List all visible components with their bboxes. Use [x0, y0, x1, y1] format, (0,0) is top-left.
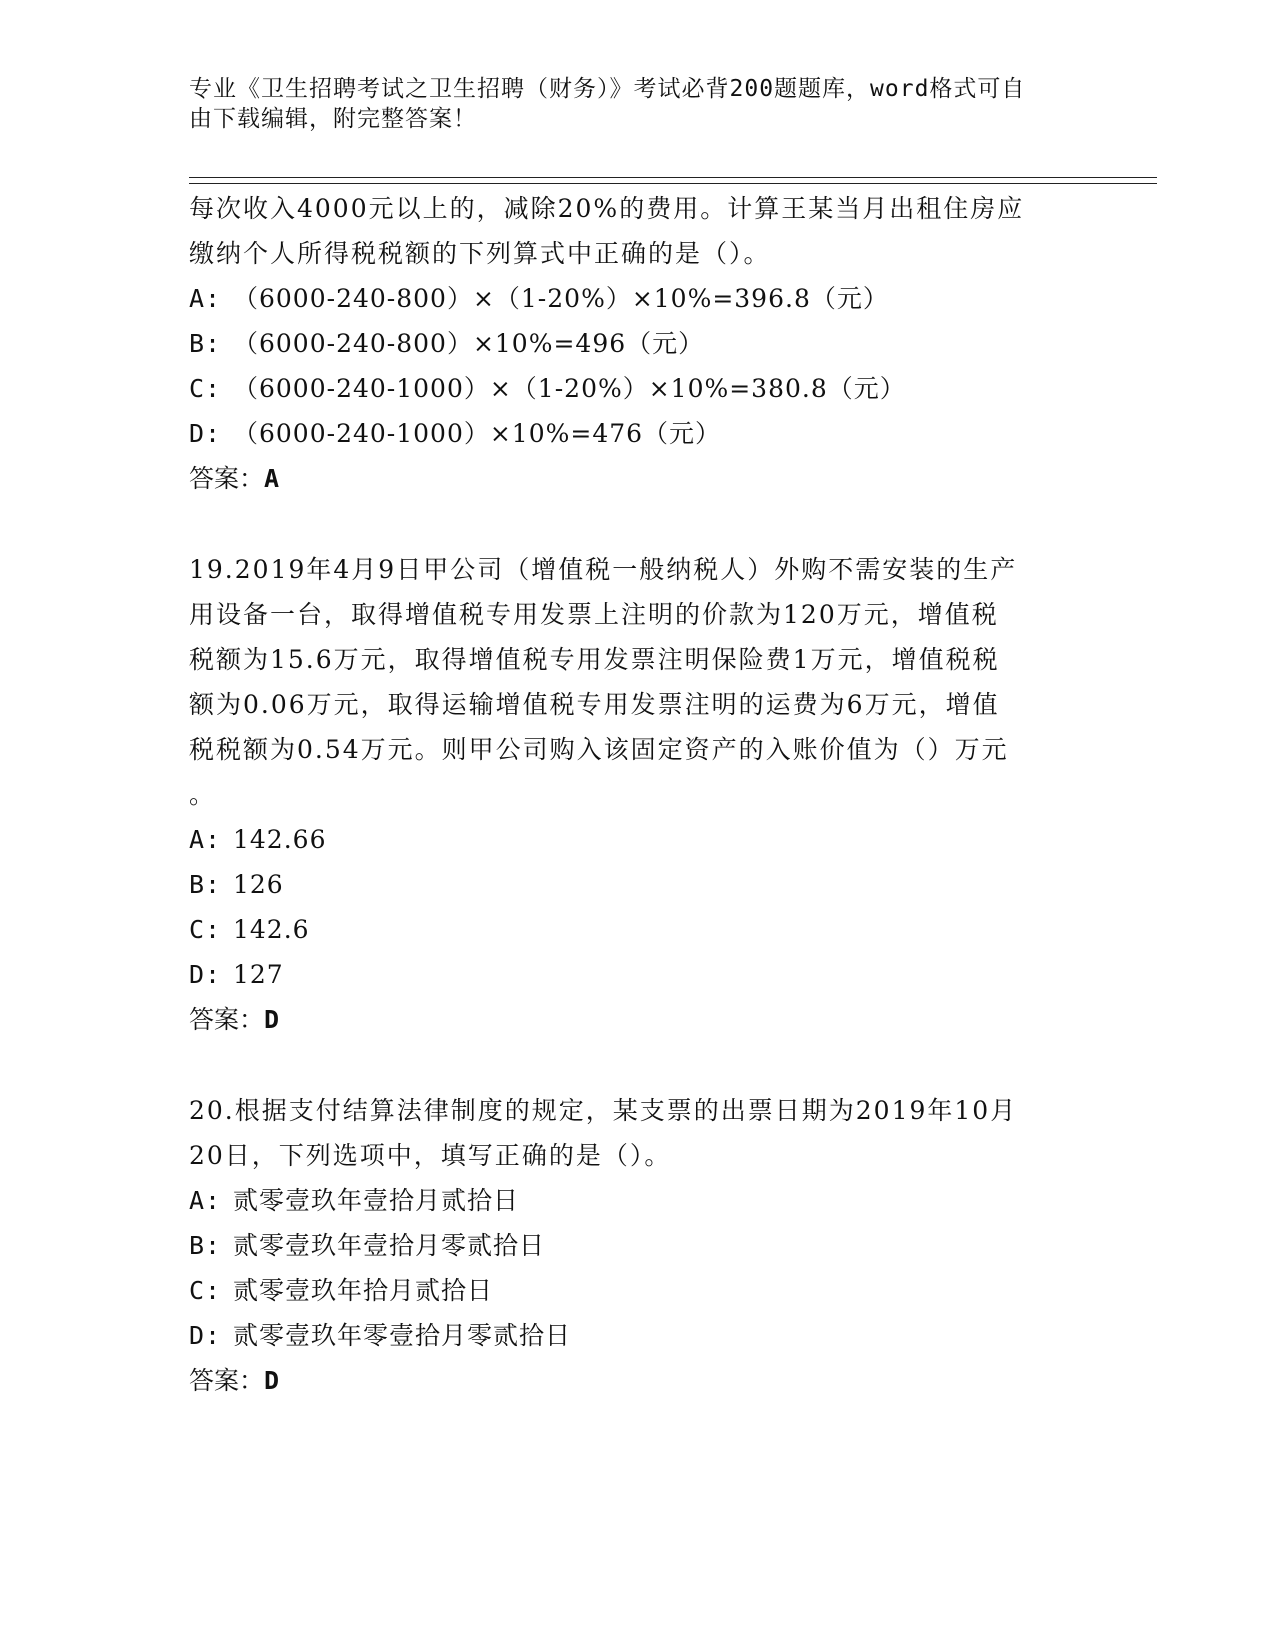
option-letter: A: — [189, 1186, 222, 1215]
question-stem-line: 每次收入4000元以上的，减除20%的费用。计算王某当月出租住房应 — [189, 194, 1025, 223]
option-text: 贰零壹玖年拾月贰拾日 — [233, 1276, 494, 1305]
option-text: 贰零壹玖年壹拾月零贰拾日 — [233, 1231, 546, 1260]
option-text: （6000-240-1000）×10%=476（元） — [233, 419, 722, 448]
question-stem-line: 缴纳个人所得税税额的下列算式中正确的是（）。 — [189, 239, 771, 268]
option-d — [189, 952, 1089, 997]
option-text: 126 — [233, 870, 284, 899]
option-d — [189, 1313, 1089, 1358]
option-letter: A: — [189, 284, 222, 313]
question-stem-line: 20日，下列选项中，填写正确的是（）。 — [189, 1141, 672, 1170]
answer-line — [189, 1358, 1089, 1404]
question-stem-line: 额为0.06万元，取得运输增值税专用发票注明的运费为6万元，增值 — [189, 690, 1000, 719]
option-letter: C: — [189, 1276, 222, 1305]
question-stem-line: 用设备一台，取得增值税专用发票上注明的价款为120万元，增值税 — [189, 600, 999, 629]
question-stem-line: 税额为15.6万元，取得增值税专用发票注明保险费1万元，增值税税 — [189, 645, 1000, 674]
option-text: （6000-240-800）×10%=496（元） — [233, 329, 705, 358]
question-stem-line: 20.根据支付结算法律制度的规定，某支票的出票日期为2019年10月 — [189, 1096, 1018, 1125]
spacer — [189, 502, 1089, 547]
option-letter: C: — [189, 915, 222, 944]
option-c — [189, 1268, 1089, 1313]
answer-value: D — [264, 1366, 280, 1395]
option-letter: B: — [189, 329, 222, 358]
option-a — [189, 817, 1089, 862]
answer-label: 答案： — [189, 1005, 265, 1034]
option-letter: D: — [189, 960, 222, 989]
option-letter: C: — [189, 374, 222, 403]
option-b — [189, 862, 1089, 907]
answer-line — [189, 997, 1089, 1043]
option-b — [189, 321, 1089, 366]
spacer — [189, 1043, 1089, 1088]
option-text: 142.6 — [233, 915, 310, 944]
option-letter: B: — [189, 1231, 222, 1260]
answer-value: D — [264, 1005, 280, 1034]
option-c — [189, 907, 1089, 952]
question-18 — [189, 186, 1089, 502]
option-letter: D: — [189, 1321, 222, 1350]
answer-line — [189, 456, 1089, 502]
question-19 — [189, 547, 1089, 1043]
option-text: 贰零壹玖年零壹拾月零贰拾日 — [233, 1321, 572, 1350]
document-header — [189, 74, 1089, 134]
answer-label: 答案： — [189, 464, 265, 493]
option-letter: A: — [189, 825, 222, 854]
header-line-1: 专业《卫生招聘考试之卫生招聘（财务）》考试必背200题题库，word格式可自 — [189, 76, 1026, 102]
question-stem-line: 19.2019年4月9日甲公司（增值税一般纳税人）外购不需安装的生产 — [189, 555, 1018, 584]
option-text: （6000-240-1000）×（1-20%）×10%=380.8（元） — [233, 374, 906, 403]
option-a — [189, 1178, 1089, 1223]
question-stem-line: 税税额为0.54万元。则甲公司购入该固定资产的入账价值为（）万元 — [189, 735, 1009, 764]
option-c — [189, 366, 1089, 411]
option-text: 142.66 — [233, 825, 327, 854]
option-d — [189, 411, 1089, 456]
question-20 — [189, 1088, 1089, 1404]
question-stem-line: 。 — [189, 780, 217, 809]
answer-label: 答案： — [189, 1366, 265, 1395]
option-letter: B: — [189, 870, 222, 899]
answer-value: A — [264, 464, 280, 493]
option-a — [189, 276, 1089, 321]
header-line-2: 由下载编辑，附完整答案！ — [189, 106, 477, 132]
option-text: 贰零壹玖年壹拾月贰拾日 — [233, 1186, 520, 1215]
option-letter: D: — [189, 419, 222, 448]
document-body — [189, 186, 1089, 1404]
option-text: （6000-240-800）×（1-20%）×10%=396.8（元） — [233, 284, 889, 313]
option-b — [189, 1223, 1089, 1268]
option-text: 127 — [233, 960, 284, 989]
header-divider — [189, 177, 1157, 184]
